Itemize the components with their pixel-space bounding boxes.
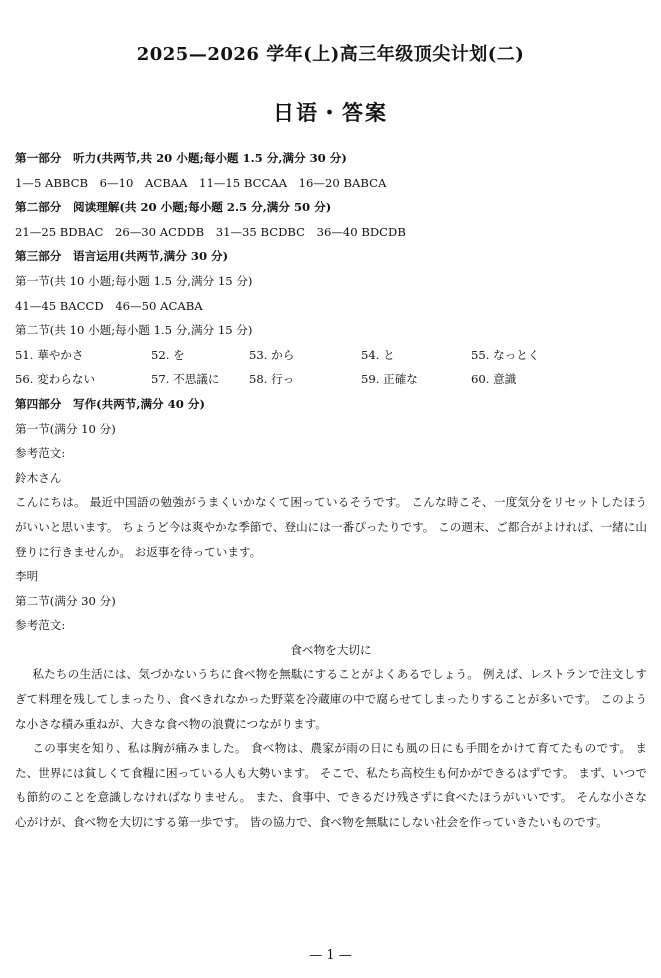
letter-sender: 李明 (15, 569, 39, 584)
essay-paragraph-2: この事実を知り、私は胸が痛みました。 食べ物は、農家が雨の日にも風の日にも手間をかけて育てたものです。 また、世界には貧しくて食糧に困っている人も大勢います。 そこで、私たち高校生も何かができるはずです。 まず、いつでも節約のことを意識しなければなりません。 また、食事中、できるだけ残さずに食べたほうがいいです。 そんな小さな心がけが、食べ物を大切にする第一歩です。 皆の協力で、食べ物を無駄にしない社会を作っていきたいものです。 (15, 741, 647, 830)
part3-section1-heading: 第一节(共 10 小题;每小题 1.5 分,满分 15 分) (15, 273, 253, 288)
answer-55: 55. なっとく (471, 347, 540, 362)
part3-heading: 第三部分 语言运用(共两节,满分 30 分) (15, 249, 229, 264)
answer-51: 51. 華やかさ (15, 347, 84, 362)
essay-title: 食べ物を大切に (290, 642, 372, 657)
essay-paragraph-1: 私たちの生活には、気づかないうちに食べ物を無駄にすることがよくあるでしょう。 例えば、レストランで注文しすぎて料理を残してしまったり、食べきれなかった野菜を冷蔵庫の中で腐らせてしまったりすることが多いです。 このような小さな積み重ねが、大きな食べ物の浪費につながります。 (15, 667, 647, 731)
answer-59: 59. 正確な (361, 372, 418, 387)
answer-52: 52. を (151, 347, 185, 362)
part2-heading: 第二部分 阅读理解(共 20 小题;每小题 2.5 分,满分 50 分) (15, 200, 332, 215)
answer-58: 58. 行っ (249, 372, 295, 387)
letter-body: こんにちは。 最近中国語の勉強がうまくいかなくて困っているそうです。 こんな時こそ、一度気分をリセットしたほうがいいと思います。 ちょうど今は爽やかな季節で、登山には一番ぴったりです。 この週末、ご都合がよければ、一緒に山登りに行きませんか。 お返事を待っています。 (15, 495, 647, 559)
letter-recipient: 鈴木さん (15, 470, 62, 485)
answer-60: 60. 意識 (471, 372, 517, 387)
document-subtitle: 日语・答案 (273, 100, 388, 125)
part1-heading: 第一部分 听力(共两节,共 20 小题;每小题 1.5 分,满分 30 分) (15, 151, 347, 165)
answer-row-51-55 (15, 343, 647, 368)
answer-56: 56. 変わらない (15, 372, 96, 387)
part3-section1-answers: 41—45 BACCD 46—50 ACABA (15, 298, 203, 313)
part1-answers: 1—5 ABBCB 6—10 ACBAA 11—15 BCCAA 16—20 BABCA (15, 175, 387, 190)
document-title: 2025—2026 学年(上)高三年级顶尖计划(二) (136, 44, 525, 65)
part4-section1-heading: 第一节(满分 10 分) (15, 421, 116, 436)
part4-section2-reference-label: 参考范文: (15, 618, 66, 633)
part2-answers: 21—25 BDBAC 26—30 ACDDB 31—35 BCDBC 36—40 BDCDB (15, 224, 406, 239)
part4-section2-heading: 第二节(满分 30 分) (15, 593, 116, 608)
answer-row-56-60 (15, 367, 647, 392)
answer-57: 57. 不思議に (151, 372, 220, 387)
answer-key-content (15, 146, 647, 835)
part3-section2-heading: 第二节(共 10 小题;每小题 1.5 分,满分 15 分) (15, 323, 253, 338)
answer-54: 54. と (361, 347, 395, 362)
answer-53: 53. から (249, 347, 295, 362)
page-number: — 1 — (309, 948, 352, 963)
part4-section1-reference-label: 参考范文: (15, 446, 66, 461)
part4-heading: 第四部分 写作(共两节,满分 40 分) (15, 396, 205, 411)
